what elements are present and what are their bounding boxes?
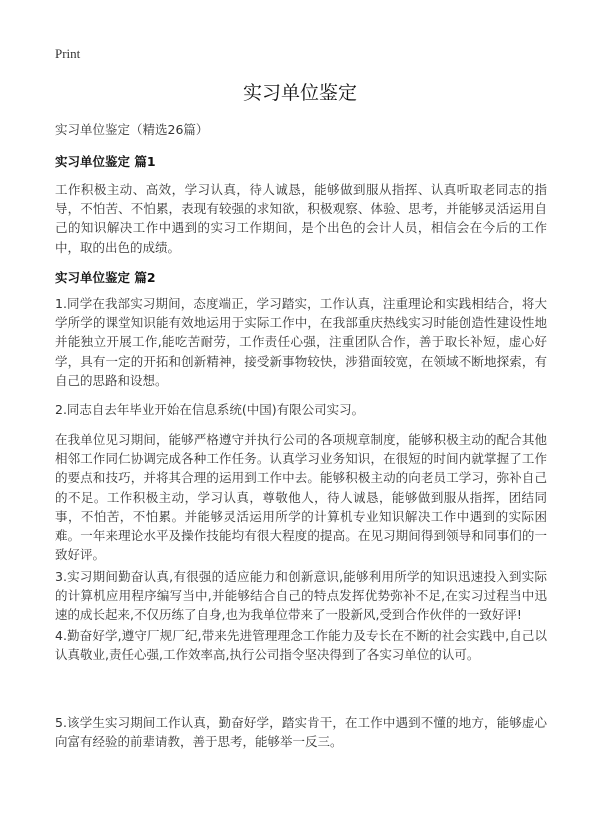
section-2-paragraph-5: 4.勤奋好学,遵守厂规厂纪,带来先进管理理念工作能力及专长在不断的社会实践中,自己以认真敬业,责任心强,工作效率高,执行公司指令坚决得到了各实习单位的认可。	[55, 628, 547, 663]
section-2-paragraph-6: 5.该学生实习期间工作认真，勤奋好学，踏实肯干，在工作中遇到不懂的地方，能够虚心向富有经验的前辈请教，善于思考，能够举一反三。	[55, 715, 547, 750]
section-2-paragraph-1: 1.同学在我部实习期间，态度端正，学习踏实，工作认真，注重理论和实践相结合，将大学所学的课堂知识能有效地运用于实际工作中，在我部重庆热线实习时能创造性建设性地并能独立开展工作,能吃苦耐劳，工作责任心强，注重团队合作，善于取长补短，虚心好学，具有一定的开拓和创新精神，接受新事物较快，涉猎面较宽，在领域不断地探索，有自己的思路和设想。	[55, 296, 547, 388]
print-link[interactable]: Print	[55, 46, 81, 61]
section-heading-1: 实习单位鉴定 篇1	[55, 154, 156, 169]
section-2-paragraph-2: 2.同志自去年毕业开始在信息系统(中国)有限公司实习。	[55, 402, 365, 417]
section-2-paragraph-3: 在我单位见习期间，能够严格遵守并执行公司的各项规章制度，能够积极主动的配合其他相邻工作同仁协调完成各种工作任务。认真学习业务知识，在很短的时间内就掌握了工作的要点和技巧，并将其合理的运用到工作中去。能够积极主动的向老员工学习，弥补自己的不足。工作积极主动，学习认真，尊敬他人，待人诚恳，能够做到服从指挥，团结同事，不怕苦，不怕累。并能够灵活运用所学的计算机专业知识解决工作中遇到的实际困难。一年来理论水平及操作技能均有很大程度的提高。在见习期间得到领导和同事们的一致好评。	[55, 432, 547, 563]
document-subtitle: 实习单位鉴定（精选26篇）	[55, 122, 209, 137]
page-title: 实习单位鉴定	[242, 82, 357, 104]
section-heading-2: 实习单位鉴定 篇2	[55, 270, 156, 285]
section-2-paragraph-4: 3.实习期间勤奋认真,有很强的适应能力和创新意识,能够利用所学的知识迅速投入到实际的计算机应用程序编写当中,并能够结合自己的特点发挥优势弥补不足,在实习过程当中迅速的成长起来,不仅历练了自身,也为我单位带来了一股新风,受到合作伙伴的一致好评!	[55, 569, 547, 623]
section-1-paragraph-1: 工作积极主动、高效，学习认真，待人诚恳，能够做到服从指挥、认真听取老同志的指导，不怕苦、不怕累，表现有较强的求知欲，积极观察、体验、思考，并能够灵活运用自己的知识解决工作中遇到的实习工作期间，是个出色的会计人员，相信会在今后的工作中，取的出色的成绩。	[55, 182, 547, 255]
